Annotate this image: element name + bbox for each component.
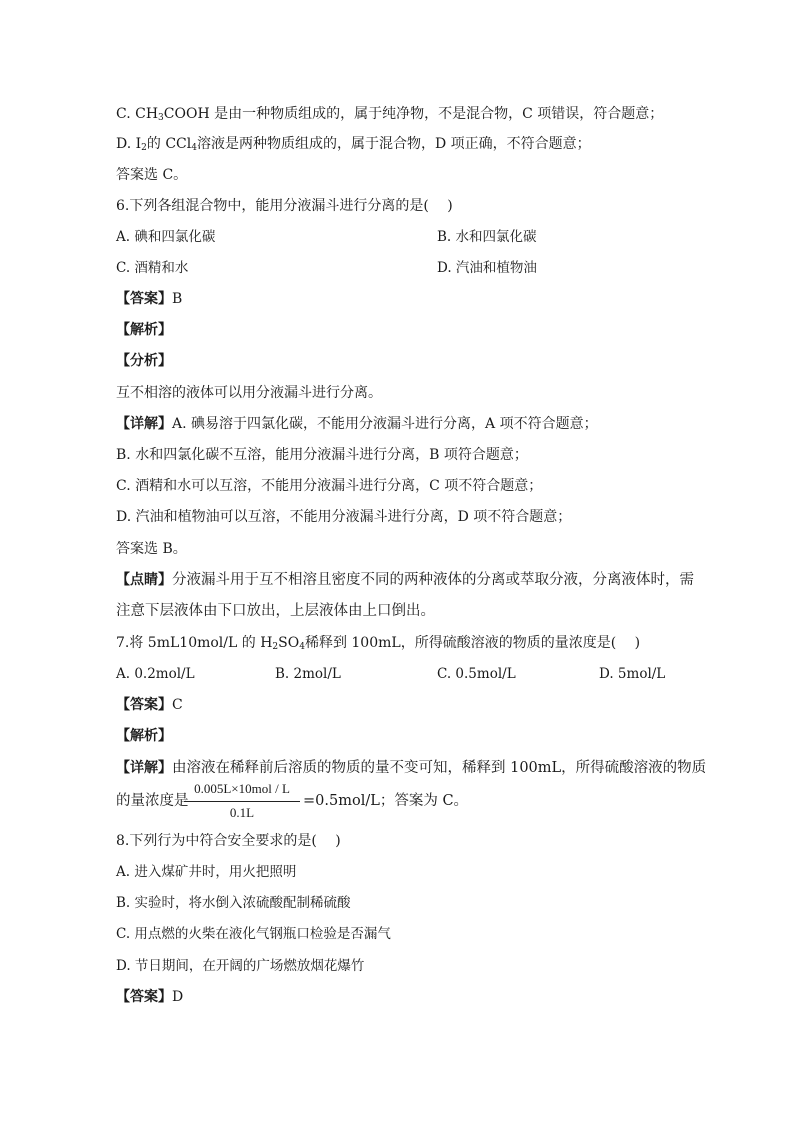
q7-option-a: A. 0.2mol/L bbox=[116, 666, 195, 682]
q6-fenxi bbox=[116, 351, 172, 371]
q6-detail-c: C. 酒精和水可以互溶，不能用分液漏斗进行分离，C 项不符合题意； bbox=[116, 478, 543, 494]
text: 溶液是两种物质组成的，属于混合物，D 项正确，不符合题意； bbox=[196, 136, 591, 152]
subscript: 2 bbox=[272, 642, 279, 652]
q6-fenxi-text: 互不相溶的液体可以用分液漏斗进行分离。 bbox=[116, 385, 382, 401]
q6-dianjing-2: 注意下层液体由下口放出，上层液体由上口倒出。 bbox=[116, 603, 435, 619]
explanation-line-d bbox=[116, 134, 591, 154]
fraction-numerator: 0.005L×10mol / L bbox=[194, 781, 290, 796]
q8-option-a: A. 进入煤矿井时，用火把照明 bbox=[116, 864, 297, 880]
q6-dianjing-1 bbox=[116, 570, 694, 590]
q6-detail-b: B. 水和四氯化碳不互溶，能用分液漏斗进行分离，B 项符合题意； bbox=[116, 447, 528, 463]
q6-jiexi bbox=[116, 320, 172, 340]
text: 稀释到 100mL，所得硫酸溶液的物质的量浓度是( ) bbox=[304, 635, 641, 651]
q6-option-b: B. 水和四氯化碳 bbox=[437, 229, 537, 245]
q7-answer bbox=[116, 695, 183, 715]
fraction-bar bbox=[184, 801, 300, 802]
q8-option-c: C. 用点燃的火柴在液化气钢瓶口检验是否漏气 bbox=[116, 926, 391, 942]
q7-stem bbox=[116, 633, 640, 653]
q6-option-d: D. 汽油和植物油 bbox=[437, 260, 537, 276]
q6-detail-a bbox=[116, 414, 598, 434]
q7-detail-1 bbox=[116, 758, 706, 778]
q7-option-d: D. 5mol/L bbox=[599, 666, 666, 682]
text: 7.将 5mL10mol/L 的 H bbox=[116, 635, 273, 651]
jiexi-tag: 【解析】 bbox=[116, 322, 172, 338]
explanation-line-c bbox=[116, 104, 663, 124]
fenxi-tag: 【分析】 bbox=[116, 353, 172, 369]
text: 分液漏斗用于互不相溶且密度不同的两种液体的分离或萃取分液，分离液体时，需 bbox=[172, 572, 694, 588]
q7-option-c: C. 0.5mol/L bbox=[437, 666, 516, 682]
answer-value: C bbox=[172, 697, 183, 713]
q7-option-b: B. 2mol/L bbox=[275, 666, 341, 682]
answer-tag: 【答案】 bbox=[116, 697, 172, 713]
q8-option-d: D. 节日期间，在开阔的广场燃放烟花爆竹 bbox=[116, 958, 365, 974]
q7-jiexi bbox=[116, 726, 172, 746]
text: COOH 是由一种物质组成的，属于纯净物，不是混合物，C 项错误，符合题意； bbox=[163, 106, 664, 122]
q8-answer bbox=[116, 987, 183, 1007]
answer-tag: 【答案】 bbox=[116, 989, 172, 1005]
subscript: 4 bbox=[299, 642, 305, 652]
dianjing-tag: 【点睛】 bbox=[116, 572, 172, 588]
jiexi-tag: 【解析】 bbox=[116, 728, 172, 744]
detail-tag: 【详解】 bbox=[116, 760, 172, 776]
q6-answer-line: 答案选 B。 bbox=[116, 541, 187, 557]
answer-tag: 【答案】 bbox=[116, 291, 172, 307]
answer-value: B bbox=[172, 291, 183, 307]
subscript: 3 bbox=[158, 113, 164, 123]
subscript: 4 bbox=[191, 143, 197, 153]
q7-detail-2a: 的量浓度是 bbox=[116, 793, 189, 809]
q6-option-a: A. 碘和四氯化碳 bbox=[116, 229, 216, 245]
text: SO bbox=[278, 635, 300, 651]
answer-line-q5: 答案选 C。 bbox=[116, 167, 188, 183]
q8-option-b: B. 实验时，将水倒入浓硫酸配制稀硫酸 bbox=[116, 895, 351, 911]
text: A. 碘易溶于四氯化碳，不能用分液漏斗进行分离，A 项不符合题意； bbox=[172, 416, 598, 432]
q7-detail-2b: =0.5mol/L；答案为 C。 bbox=[303, 793, 469, 809]
text: D. I bbox=[116, 136, 142, 152]
q6-option-c: C. 酒精和水 bbox=[116, 260, 189, 276]
subscript: 2 bbox=[141, 143, 147, 153]
detail-tag: 【详解】 bbox=[116, 416, 172, 432]
text: C. CH bbox=[116, 106, 159, 122]
q6-detail-d: D. 汽油和植物油可以互溶，不能用分液漏斗进行分离，D 项不符合题意； bbox=[116, 509, 572, 525]
text: 的 CCl bbox=[146, 136, 192, 152]
fraction-denominator: 0.1L bbox=[229, 805, 255, 820]
q8-stem: 8.下列行为中符合安全要求的是( ) bbox=[116, 833, 341, 849]
answer-value: D bbox=[172, 989, 184, 1005]
q6-answer bbox=[116, 289, 182, 309]
text: 由溶液在稀释前后溶质的物质的量不变可知，稀释到 100mL，所得硫酸溶液的物质 bbox=[172, 760, 707, 776]
q6-stem: 6.下列各组混合物中，能用分液漏斗进行分离的是( ) bbox=[116, 198, 453, 214]
